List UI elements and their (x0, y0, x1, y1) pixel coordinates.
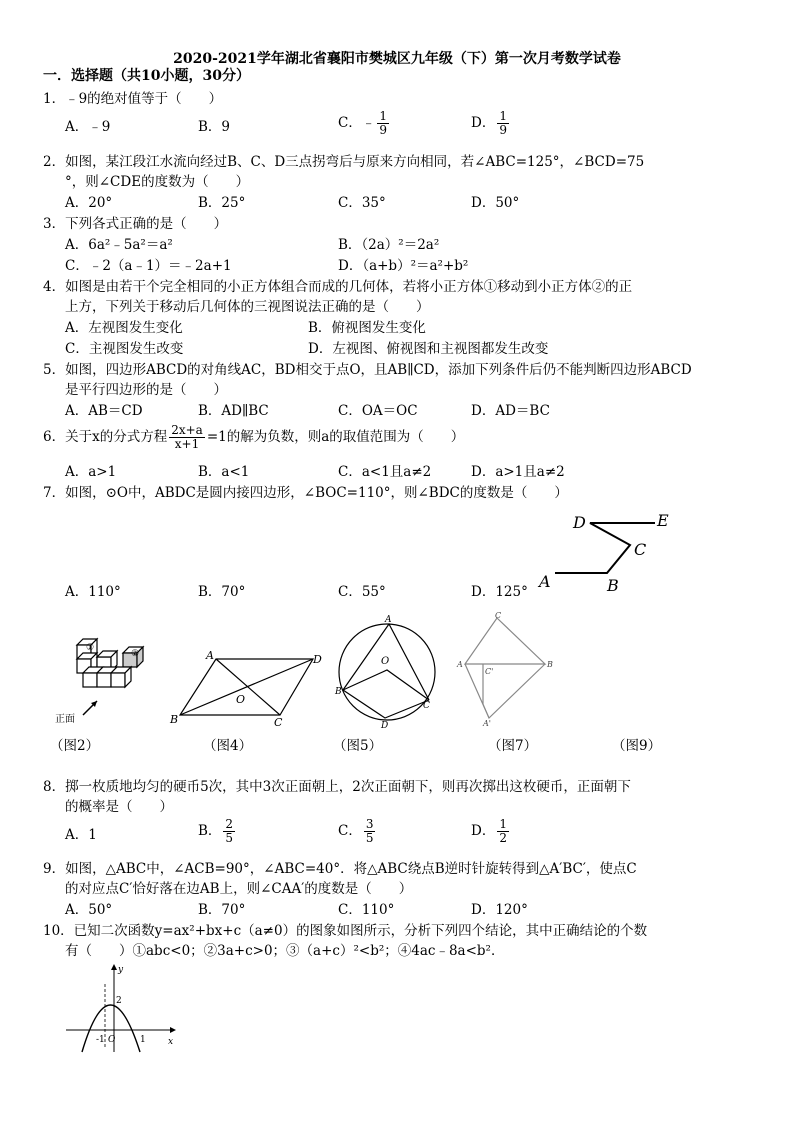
circle-D: D (381, 721, 389, 730)
caption-fig5: （图5） (333, 738, 383, 754)
q6-option-c: C．a<1且a≠2 (338, 464, 432, 480)
q7-option-a: A．110° (65, 584, 121, 600)
rot-B: B (547, 660, 553, 669)
q7-option-d: D．125° (471, 584, 528, 600)
q2-option-b: B．25° (198, 195, 246, 211)
q6-stem: 6．关于x的分式方程 $\frac{2x+a}{x+1}$ =1的解为负数，则a的取值范围为（ ） (43, 423, 465, 451)
cube-1-label: ① (86, 643, 95, 653)
q8-option-b: B． $\frac{2}{5}$ (198, 817, 234, 845)
q3-option-b: B．（2a）²＝2a² (338, 237, 440, 253)
graph-label-2: 2 (116, 996, 122, 1006)
circle-B: B (335, 687, 342, 697)
q2-option-c: C．35° (338, 195, 386, 211)
rot-A: A (457, 660, 463, 669)
q1-stem: 1．﹣9的绝对值等于（ ） (43, 91, 223, 107)
q1-option-c: C．﹣ $\frac{1}{9}$ (338, 109, 387, 137)
parabola-graph (62, 962, 182, 1054)
q1-option-b: B．9 (198, 119, 231, 135)
q5-line1: 5．如图，四边形ABCD的对角线AC，BD相交于点O，且AB∥CD，添加下列条件后仍不能判断四边形ABCD (43, 362, 692, 378)
q4-option-d: D．左视图、俯视图和主视图都发生改变 (308, 341, 549, 357)
graph-y-label: y (118, 965, 124, 975)
q2-option-a: A．20° (65, 195, 113, 211)
q4-option-c: C．主视图发生改变 (65, 341, 184, 357)
q7-option-b: B．70° (198, 584, 246, 600)
parallelogram-figure (168, 645, 328, 730)
caption-fig2: （图2） (50, 738, 100, 754)
q3-option-a: A．6a²﹣5a²＝a² (65, 237, 173, 253)
q3-option-c: C．﹣2（a﹣1）＝﹣2a+1 (65, 258, 232, 274)
q10-line2: 有（ ）①abc<0；②3a+c>0；③（a+c）²<b²；④4ac﹣8a<b²． (65, 943, 505, 959)
label-A: A (539, 572, 551, 591)
q6-option-d: D．a>1且a≠2 (471, 464, 565, 480)
rotation-figure (455, 612, 560, 730)
front-label: 正面 (55, 714, 75, 725)
q10-line1: 10．已知二次函数y=ax²+bx+c（a≠0）的图象如图所示，分析下列四个结论，其中正确结论的个数 (43, 923, 648, 939)
page-title: 2020-2021学年湖北省襄阳市樊城区九年级（下）第一次月考数学试卷 (173, 51, 621, 67)
caption-fig4: （图4） (203, 738, 253, 754)
caption-fig9: （图9） (612, 738, 662, 754)
q9-option-c: C．110° (338, 902, 395, 918)
q8-line1: 8．掷一枚质地均匀的硬币5次，其中3次正面朝上，2次正面朝下，则再次掷出这枚硬币，正面朝下 (43, 779, 631, 795)
q2-line2: °，则∠CDE的度数为（ ） (65, 174, 250, 190)
rot-Ap: A' (483, 719, 491, 728)
para-C: C (274, 716, 283, 729)
para-A: A (206, 649, 214, 662)
circle-A: A (385, 615, 392, 625)
q9-option-a: A．50° (65, 902, 113, 918)
label-C: C (634, 540, 647, 559)
graph-label-1: 1 (140, 1035, 146, 1045)
q9-option-b: B．70° (198, 902, 246, 918)
inscribed-circle-figure (333, 612, 443, 730)
q8-option-d: D． $\frac{1}{2}$ (471, 817, 507, 845)
q1-option-a: A．﹣9 (65, 119, 111, 135)
q9-option-d: D．120° (471, 902, 528, 918)
q5-option-c: C．OA＝OC (338, 403, 418, 419)
graph-label-neg1: -1 (96, 1035, 105, 1045)
q4-option-a: A．左视图发生变化 (65, 320, 183, 336)
q7-option-c: C．55° (338, 584, 386, 600)
para-O: O (236, 693, 246, 706)
q8-option-a: A．1 (65, 827, 97, 843)
q8-option-c: C． $\frac{3}{5}$ (338, 817, 374, 845)
q2-line1: 2．如图，某江段江水流向经过B、C、D三点拐弯后与原来方向相同，若∠ABC=125°，∠BCD=75 (43, 154, 645, 170)
q9-line2: 的对应点C′恰好落在边AB上，则∠CAA′的度数是（ ） (65, 881, 413, 897)
para-B: B (170, 713, 179, 726)
q2-option-d: D．50° (471, 195, 520, 211)
q4-option-b: B．俯视图发生变化 (308, 320, 426, 336)
q6-option-a: A．a>1 (65, 464, 117, 480)
q5-option-b: B．AD∥BC (198, 403, 269, 419)
q1-option-d: D． $\frac{1}{9}$ (471, 109, 507, 137)
q5-option-a: A．AB＝CD (65, 403, 143, 419)
q5-option-d: D．AD＝BC (471, 403, 550, 419)
q6-option-b: B．a<1 (198, 464, 250, 480)
graph-x-label: x (168, 1037, 174, 1047)
circle-O: O (381, 656, 390, 667)
q7-stem: 7．如图，⊙O中，ABDC是圆内接四边形，∠BOC=110°，则∠BDC的度数是（ ） (43, 485, 568, 501)
para-D: D (313, 653, 322, 666)
label-B: B (607, 576, 619, 595)
section-heading: 一．选择题（共10小题，30分） (43, 68, 250, 84)
river-bend-figure (535, 508, 685, 598)
cubes-figure (55, 625, 165, 725)
q4-line1: 4．如图是由若干个完全相同的小正方体组合而成的几何体，若将小正方体①移动到小正方体②的正 (43, 279, 633, 295)
label-E: E (657, 511, 669, 530)
rot-C: C (495, 612, 502, 620)
q4-line2: 上方，下列关于移动后几何体的三视图说法正确的是（ ） (65, 299, 430, 315)
label-D: D (573, 513, 586, 532)
q3-stem: 3．下列各式正确的是（ ） (43, 216, 228, 232)
caption-fig7: （图7） (488, 738, 538, 754)
q9-line1: 9．如图，△ABC中，∠ACB=90°，∠ABC=40°．将△ABC绕点B逆时针旋转得到△A′BC′，使点C (43, 861, 637, 877)
rot-Cp: C' (485, 667, 494, 676)
q3-option-d: D．（a+b）²＝a²+b² (338, 258, 469, 274)
graph-origin: O (108, 1035, 116, 1045)
cube-2-label: ② (131, 649, 140, 659)
q8-line2: 的概率是（ ） (65, 799, 173, 815)
circle-C: C (423, 701, 430, 711)
q5-line2: 是平行四边形的是（ ） (65, 382, 227, 398)
